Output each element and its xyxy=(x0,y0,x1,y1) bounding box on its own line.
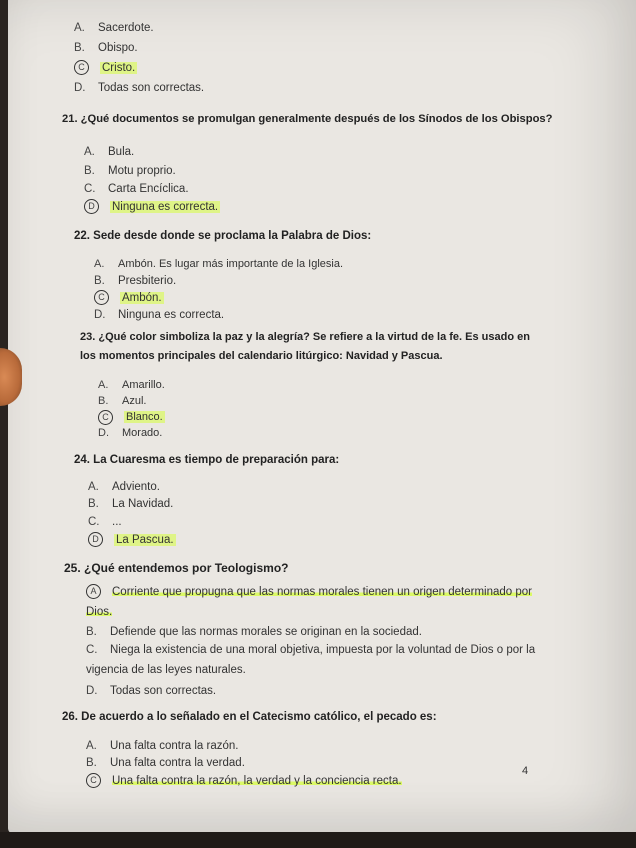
q21-title: 21. ¿Qué documentos se promulgan generalmente después de los Sínodos de los Obispos? xyxy=(62,113,553,125)
q21-option-a[interactable]: A. Bula. xyxy=(84,146,135,158)
q22-option-d[interactable]: D. Ninguna es correcta. xyxy=(94,309,225,321)
selected-circle: C xyxy=(98,410,113,425)
q23-option-c[interactable]: C Blanco. xyxy=(98,409,165,425)
q26-option-b[interactable]: B. Una falta contra la verdad. xyxy=(86,757,245,769)
q20-option-b[interactable]: B. Obispo. xyxy=(74,42,138,54)
selected-circle: C xyxy=(74,60,89,75)
q25-option-a[interactable]: A Corriente que propugna que las normas morales tienen un origen determinado por Dios. xyxy=(86,586,533,618)
q24-option-b[interactable]: B. La Navidad. xyxy=(88,498,174,510)
q23-option-b[interactable]: B. Azul. xyxy=(98,395,147,407)
q22-title: 22. Sede desde donde se proclama la Palabra de Dios: xyxy=(74,230,372,242)
q21-option-d[interactable]: D Ninguna es correcta. xyxy=(84,199,220,215)
selected-circle: C xyxy=(94,290,109,305)
q22-option-a[interactable]: A. Ambón. Es lugar más importante de la Iglesia. xyxy=(94,258,344,270)
q24-title: 24. La Cuaresma es tiempo de preparación para: xyxy=(74,454,340,466)
q20-option-a[interactable]: A. Sacerdote. xyxy=(74,22,154,34)
selected-circle: C xyxy=(86,773,101,788)
q25-option-b[interactable]: B. Defiende que las normas morales se originan en la sociedad. xyxy=(86,626,422,638)
q25-option-c[interactable]: C. Niega la existencia de una moral objetiva, impuesta por la voluntad de Dios o por la vigencia de las leyes naturales. xyxy=(86,644,536,676)
q22-option-c[interactable]: C Ambón. xyxy=(94,290,164,306)
q25-title: 25. ¿Qué entendemos por Teologismo? xyxy=(64,561,289,575)
selected-circle: D xyxy=(88,532,103,547)
q21-option-b[interactable]: B. Motu proprio. xyxy=(84,165,176,177)
q24-option-d[interactable]: D La Pascua. xyxy=(88,532,176,548)
q26-option-a[interactable]: A. Una falta contra la razón. xyxy=(86,740,239,752)
q24-option-c[interactable]: C. ... xyxy=(88,516,122,528)
q23-title: 23. ¿Qué color simboliza la paz y la alegría? Se refiere a la virtud de la fe. Es usado en los momentos principales del calendario litúrgico: Navidad y Pascua. xyxy=(80,331,530,362)
selected-circle: D xyxy=(84,199,99,214)
q23-option-a[interactable]: A. Amarillo. xyxy=(98,379,165,391)
q20-option-d[interactable]: D. Todas son correctas. xyxy=(74,82,205,94)
q21-option-c[interactable]: C. Carta Encíclica. xyxy=(84,183,189,195)
table-surface xyxy=(0,832,636,848)
q22-option-b[interactable]: B. Presbiterio. xyxy=(94,275,177,287)
q24-option-a[interactable]: A. Adviento. xyxy=(88,481,160,493)
page-number: 4 xyxy=(522,765,529,777)
q25-option-d[interactable]: D. Todas son correctas. xyxy=(86,685,217,697)
q26-option-c[interactable]: C Una falta contra la razón, la verdad y la conciencia recta. xyxy=(86,773,402,789)
q23-option-d[interactable]: D. Morado. xyxy=(98,427,163,439)
selected-circle: A xyxy=(86,584,101,599)
q20-option-c[interactable]: C Cristo. xyxy=(74,60,137,76)
q26-title: 26. De acuerdo a lo señalado en el Catecismo católico, el pecado es: xyxy=(62,711,437,723)
